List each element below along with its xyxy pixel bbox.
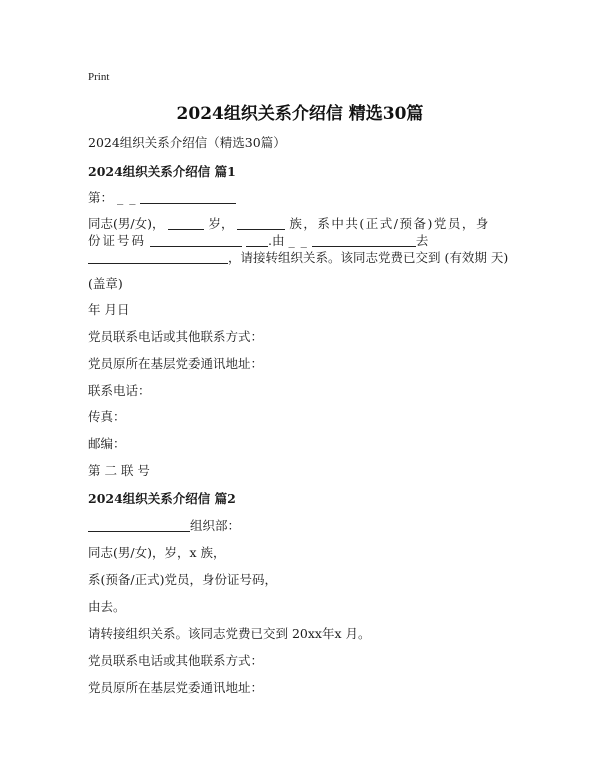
id-blank [150,234,242,247]
id-label: 份证号码 [88,233,147,248]
number-blank [140,191,236,204]
age-blank [168,217,204,230]
id-blank-2 [246,234,268,247]
copy-number-text: 第 二 联 号 [88,463,150,478]
age-text: 岁， [208,216,234,231]
number-label: 第： [88,190,114,205]
phone-text: 联系电话： [88,383,151,398]
from-blank [312,234,416,247]
contact-text: 党员联系电话或其他联系方式： [88,329,264,344]
s2-line-6: 党员原所在基层党委通讯地址： [88,680,264,695]
seal-text: (盖章) [88,276,123,291]
paragraph-line-2 [88,231,428,249]
gender-text: 同志(男/女)， [88,216,165,231]
document-title: 2024组织关系介绍信 精选30篇 [176,104,424,124]
postcode-text: 邮编： [88,436,126,451]
s2-line-3: 由去。 [88,599,126,614]
from-dashes: _ _ [288,233,308,248]
section2-heading: 2024组织关系介绍信 篇2 [88,491,236,506]
section1-heading: 2024组织关系介绍信 篇1 [88,164,236,179]
party-text: 族，系中共(正式/预备)党员，身 [289,216,490,231]
dept-line [88,516,240,534]
ethnicity-blank [237,217,285,230]
number-line [88,188,236,206]
to-text: 去 [415,233,429,248]
document-subtitle: 2024组织关系介绍信（精选30篇） [88,135,286,150]
fax-text: 传真： [88,409,126,424]
s2-line-5: 党员联系电话或其他联系方式： [88,653,264,668]
s2-line-4: 请转接组织关系。该同志党费已交到 20xx年x 月。 [88,626,371,641]
s2-line-2: 系(预备/正式)党员，身份证号码， [88,572,277,587]
destination-blank [88,251,228,264]
date-text: 年 月日 [88,302,130,317]
s2-line-1: 同志(男/女)，岁，x 族， [88,545,226,560]
transfer-text: ，请接转组织关系。该同志党费已交到 (有效期 天) [228,250,509,265]
number-dashes: _ _ [117,190,137,205]
print-link[interactable]: Print [88,71,110,83]
from-text: .由 [267,233,285,248]
paragraph-line-1 [88,214,490,232]
address-text: 党员原所在基层党委通讯地址： [88,356,264,371]
dept-blank [88,519,190,532]
dept-text: 组织部： [190,518,241,533]
paragraph-line-3 [88,248,508,266]
